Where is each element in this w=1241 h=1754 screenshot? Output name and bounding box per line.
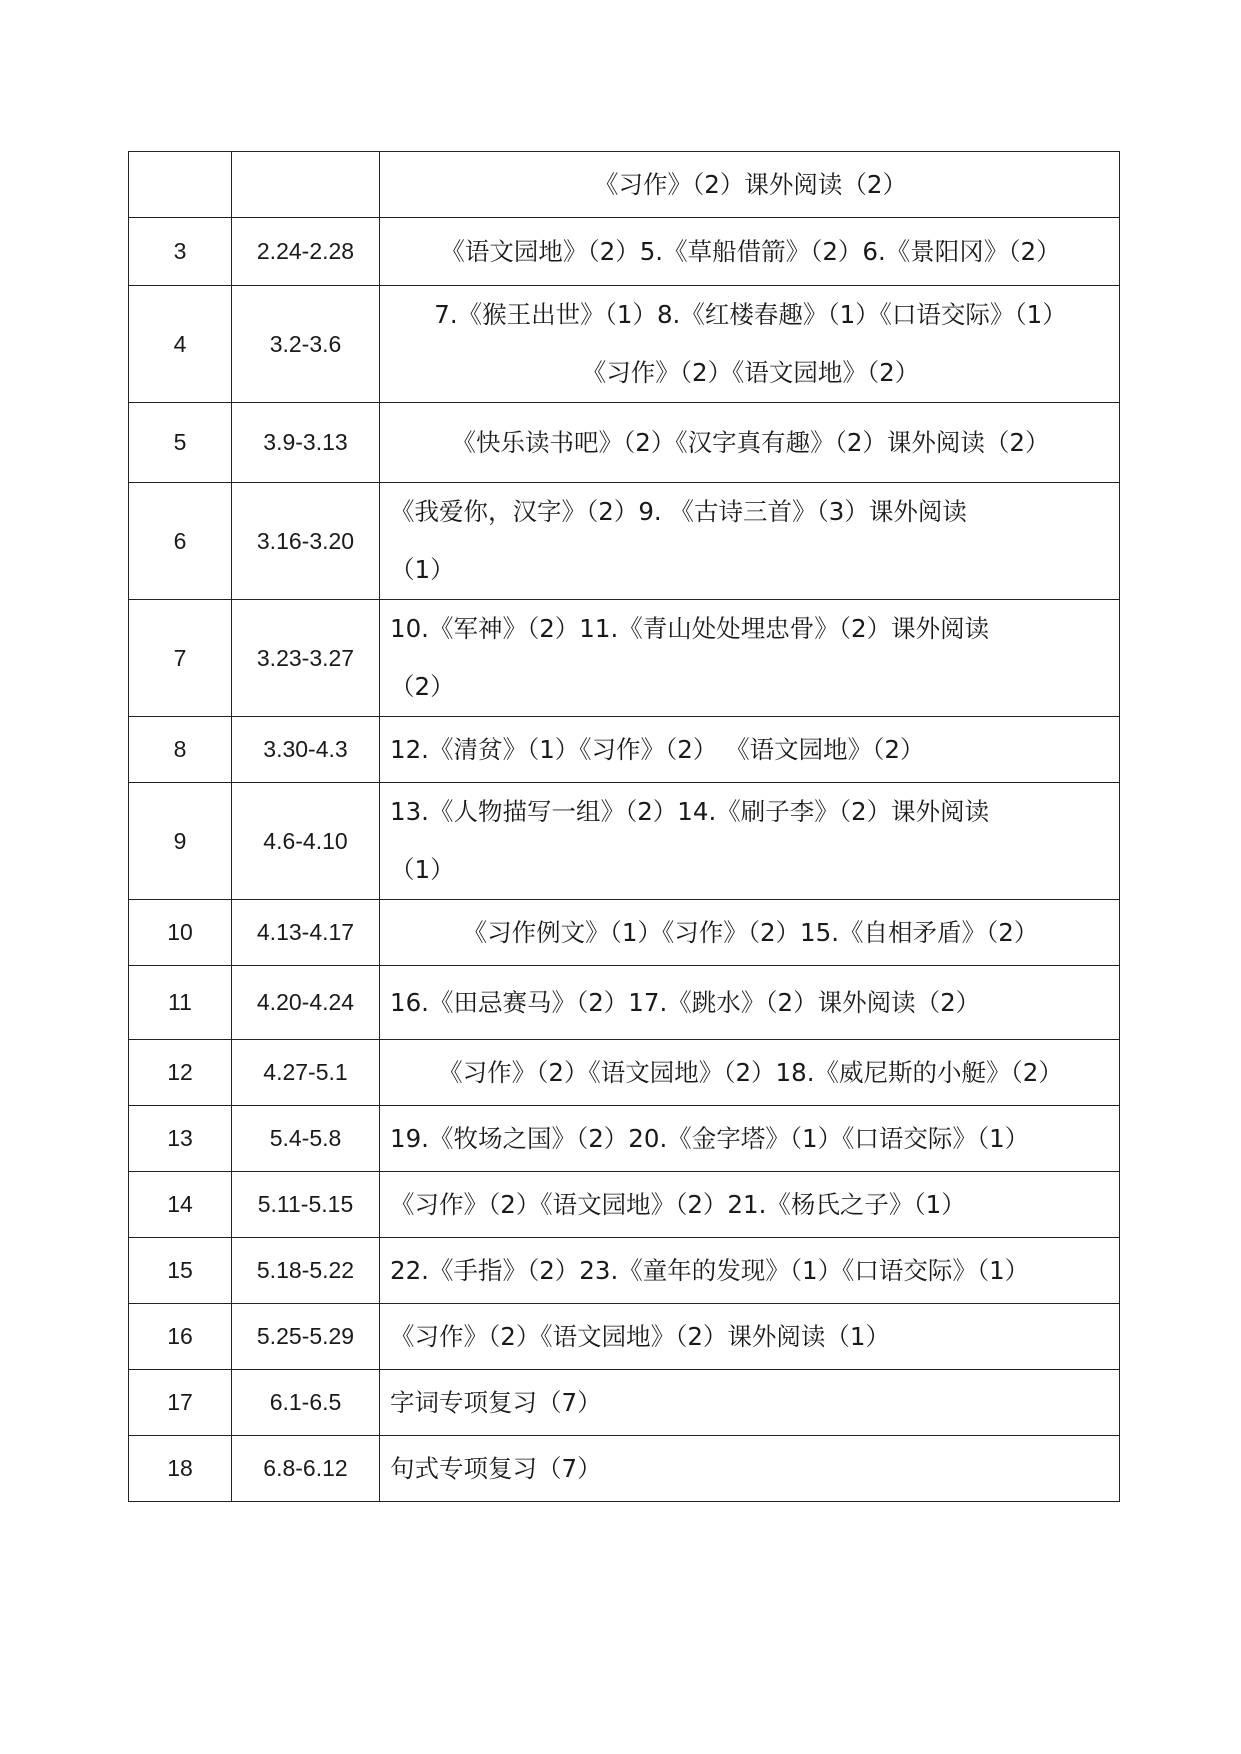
lesson-content-cell xyxy=(380,152,1120,218)
lesson-content-cell xyxy=(380,900,1120,966)
lesson-line: 《习作例文》（1）《习作》（2）15.《自相矛盾》（2） xyxy=(462,918,1039,947)
lesson-content-cell xyxy=(380,403,1120,483)
week-number-cell: 14 xyxy=(129,1172,232,1238)
week-number-cell: 4 xyxy=(129,286,232,403)
week-number-cell xyxy=(129,152,232,218)
week-number-cell: 15 xyxy=(129,1238,232,1304)
table-row xyxy=(129,717,1120,783)
lesson-content-cell xyxy=(380,1370,1120,1436)
week-number-cell: 16 xyxy=(129,1304,232,1370)
date-range-cell: 5.11-5.15 xyxy=(232,1172,380,1238)
date-range-cell: 4.13-4.17 xyxy=(232,900,380,966)
week-number-cell: 11 xyxy=(129,966,232,1040)
lesson-content-cell xyxy=(380,717,1120,783)
lesson-content-cell xyxy=(380,1436,1120,1502)
week-number-cell: 6 xyxy=(129,483,232,600)
week-number-cell: 17 xyxy=(129,1370,232,1436)
lesson-line: 10.《军神》（2）11.《青山处处埋忠骨》（2）课外阅读 xyxy=(390,614,990,643)
schedule-table xyxy=(128,151,1120,1502)
week-number-cell: 13 xyxy=(129,1106,232,1172)
date-range-cell: 3.30-4.3 xyxy=(232,717,380,783)
lesson-line: 《我爱你，汉字》（2）9. 《古诗三首》（3）课外阅读 xyxy=(390,497,967,526)
lesson-line: （2） xyxy=(390,672,455,701)
date-range-cell: 3.2-3.6 xyxy=(232,286,380,403)
table-row xyxy=(129,1040,1120,1106)
lesson-line: 字词专项复习（7） xyxy=(390,1388,602,1417)
lesson-content-cell xyxy=(380,966,1120,1040)
lesson-content-cell xyxy=(380,783,1120,900)
week-number-cell: 8 xyxy=(129,717,232,783)
table-row xyxy=(129,483,1120,600)
lesson-content-cell xyxy=(380,218,1120,286)
date-range-cell: 3.23-3.27 xyxy=(232,600,380,717)
table-row xyxy=(129,152,1120,218)
date-range-cell: 5.18-5.22 xyxy=(232,1238,380,1304)
date-range-cell: 5.25-5.29 xyxy=(232,1304,380,1370)
table-row xyxy=(129,218,1120,286)
table-row xyxy=(129,600,1120,717)
date-range-cell: 6.1-6.5 xyxy=(232,1370,380,1436)
lesson-line: （1） xyxy=(390,555,455,584)
lesson-content-cell xyxy=(380,483,1120,600)
date-range-cell: 4.27-5.1 xyxy=(232,1040,380,1106)
lesson-line: 《语文园地》（2）5.《草船借箭》（2）6.《景阳冈》（2） xyxy=(440,237,1061,266)
table-row xyxy=(129,1436,1120,1502)
lesson-line: 22.《手指》（2）23.《童年的发现》（1）《口语交际》（1） xyxy=(390,1256,1030,1285)
week-number-cell: 12 xyxy=(129,1040,232,1106)
table-row xyxy=(129,966,1120,1040)
date-range-cell: 2.24-2.28 xyxy=(232,218,380,286)
table-row xyxy=(129,1304,1120,1370)
lesson-line: 13.《人物描写一组》（2）14.《刷子李》（2）课外阅读 xyxy=(390,797,990,826)
lesson-content-cell xyxy=(380,1238,1120,1304)
lesson-content-cell xyxy=(380,1106,1120,1172)
table-row xyxy=(129,783,1120,900)
week-number-cell: 7 xyxy=(129,600,232,717)
table-row xyxy=(129,900,1120,966)
lesson-line: 7.《猴王出世》（1）8.《红楼春趣》（1）《口语交际》（1） xyxy=(434,300,1067,329)
lesson-line: 16.《田忌赛马》（2）17.《跳水》（2）课外阅读（2） xyxy=(390,988,981,1017)
date-range-cell: 4.20-4.24 xyxy=(232,966,380,1040)
lesson-content-cell xyxy=(380,286,1120,403)
table-row xyxy=(129,286,1120,403)
schedule-body xyxy=(129,152,1120,1502)
lesson-content-cell xyxy=(380,1040,1120,1106)
table-row xyxy=(129,1106,1120,1172)
lesson-content-cell xyxy=(380,1304,1120,1370)
lesson-line: 12.《清贫》（1）《习作》（2） 《语文园地》（2） xyxy=(390,735,925,764)
lesson-line: （1） xyxy=(390,855,455,884)
date-range-cell: 3.9-3.13 xyxy=(232,403,380,483)
lesson-line: 句式专项复习（7） xyxy=(390,1454,602,1483)
week-number-cell: 10 xyxy=(129,900,232,966)
table-row xyxy=(129,1370,1120,1436)
week-number-cell: 9 xyxy=(129,783,232,900)
lesson-line: 《习作》（2）《语文园地》（2） xyxy=(581,358,920,387)
table-row xyxy=(129,1172,1120,1238)
date-range-cell: 3.16-3.20 xyxy=(232,483,380,600)
date-range-cell xyxy=(232,152,380,218)
lesson-line: 《习作》（2）课外阅读（2） xyxy=(594,170,907,199)
week-number-cell: 18 xyxy=(129,1436,232,1502)
lesson-line: 《习作》（2）《语文园地》（2）21.《杨氏之子》（1） xyxy=(390,1190,966,1219)
week-number-cell: 3 xyxy=(129,218,232,286)
lesson-line: 《习作》（2）《语文园地》（2）18.《威尼斯的小艇》（2） xyxy=(438,1058,1063,1087)
lesson-line: 《习作》（2）《语文园地》（2）课外阅读（1） xyxy=(390,1322,891,1351)
lesson-line: 《快乐读书吧》（2）《汉字真有趣》（2）课外阅读（2） xyxy=(451,428,1050,457)
lesson-content-cell xyxy=(380,600,1120,717)
table-row xyxy=(129,403,1120,483)
table-row xyxy=(129,1238,1120,1304)
date-range-cell: 5.4-5.8 xyxy=(232,1106,380,1172)
date-range-cell: 4.6-4.10 xyxy=(232,783,380,900)
lesson-content-cell xyxy=(380,1172,1120,1238)
week-number-cell: 5 xyxy=(129,403,232,483)
date-range-cell: 6.8-6.12 xyxy=(232,1436,380,1502)
lesson-line: 19.《牧场之国》（2）20.《金字塔》（1）《口语交际》（1） xyxy=(390,1124,1030,1153)
